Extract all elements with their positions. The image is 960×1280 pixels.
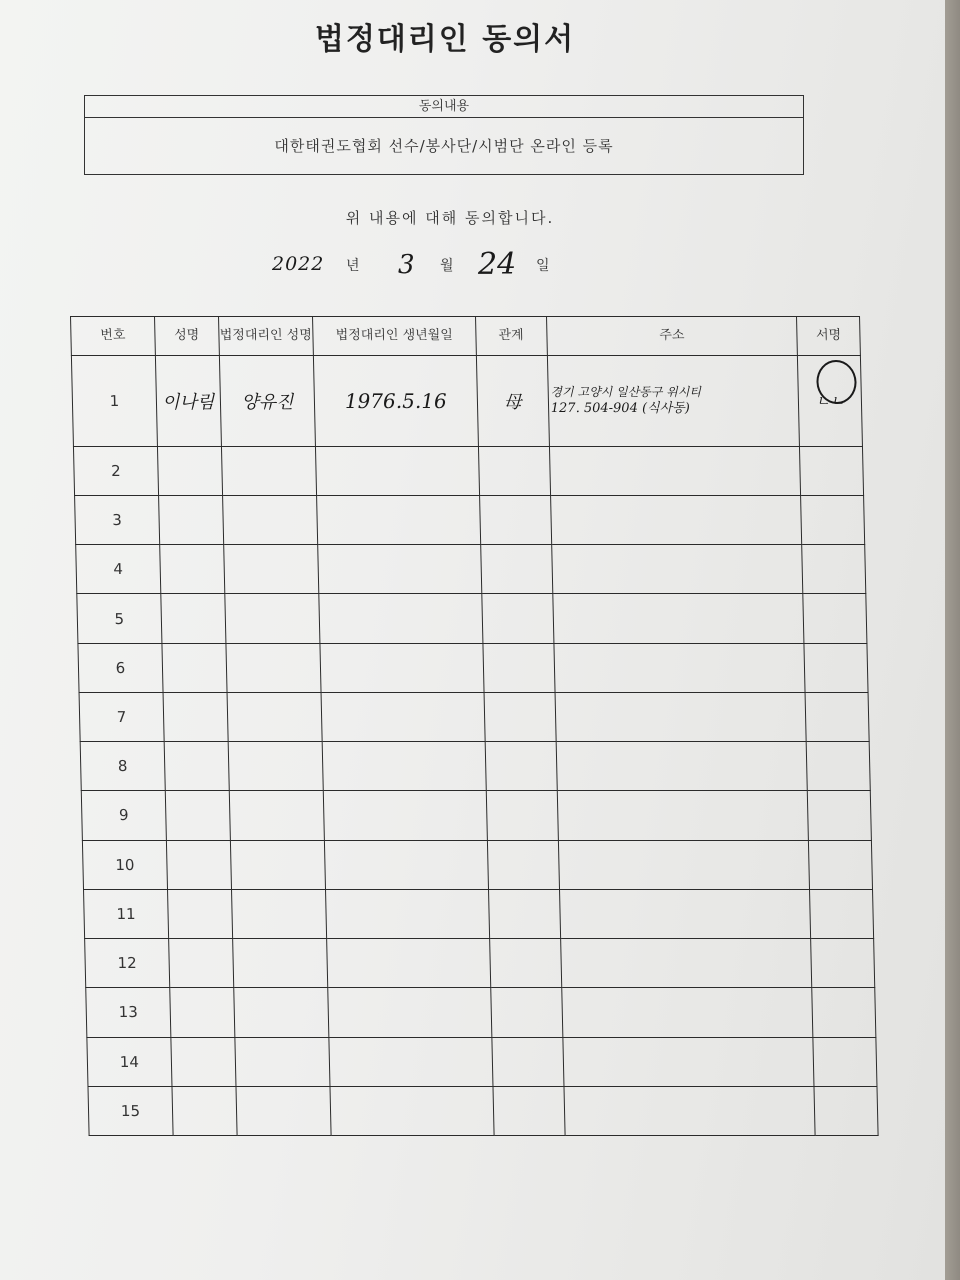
row-number-cell: 12 xyxy=(85,939,170,988)
guardian-name-cell xyxy=(223,545,319,594)
guardian-birth-cell xyxy=(327,939,491,988)
signature-cell xyxy=(808,791,872,840)
guardian-name-cell xyxy=(236,1086,332,1135)
table-row xyxy=(73,446,863,495)
table-body xyxy=(71,356,878,1136)
guardian-name-cell xyxy=(230,840,326,889)
signature-cell xyxy=(800,446,864,495)
signature-circle xyxy=(816,360,857,404)
date-year-handwritten: 2022 xyxy=(272,253,325,275)
address-cell xyxy=(563,1037,815,1086)
guardian-birth-handwritten: 1976.5.16 xyxy=(344,388,447,413)
guardian-name-cell xyxy=(231,889,327,938)
guardian-birth-cell xyxy=(329,1037,493,1086)
table-row xyxy=(86,988,876,1037)
relation-cell xyxy=(478,446,550,495)
row-number-cell: 10 xyxy=(82,840,167,889)
relation-cell xyxy=(484,692,556,741)
guardian-name-cell xyxy=(234,1037,330,1086)
row-number-cell: 4 xyxy=(76,545,161,594)
guardian-birth-cell xyxy=(316,446,480,495)
agreement-statement: 위 내용에 대해 동의합니다. xyxy=(345,209,555,227)
guardian-birth-cell xyxy=(322,742,486,791)
table-row xyxy=(77,594,867,643)
date-month-label: 월 xyxy=(440,258,454,274)
address-cell xyxy=(559,889,811,938)
address-cell xyxy=(558,840,810,889)
address-cell xyxy=(554,643,806,692)
student-name-cell xyxy=(171,1037,236,1086)
row-number-cell: 1 xyxy=(71,356,157,447)
student-name-cell xyxy=(160,545,225,594)
student-name-cell xyxy=(166,840,231,889)
student-name-cell xyxy=(165,791,230,840)
consent-content: 대한태권도협회 선수/봉사단/시범단 온라인 등록 xyxy=(274,137,614,155)
student-name-cell xyxy=(163,692,228,741)
signature-cell xyxy=(810,889,874,938)
guardian-birth-cell xyxy=(321,692,485,741)
guardian-name-cell xyxy=(224,594,320,643)
student-name-cell xyxy=(170,988,235,1037)
relation-cell xyxy=(480,545,552,594)
table-row xyxy=(76,545,866,594)
signature-cell xyxy=(812,988,876,1037)
signature-cell xyxy=(805,692,869,741)
guardian-table-wrap xyxy=(70,316,879,1136)
table-row xyxy=(88,1086,878,1135)
address-cell xyxy=(550,495,802,544)
address-cell xyxy=(547,356,800,447)
relation-cell xyxy=(482,643,554,692)
signature-cell xyxy=(809,840,873,889)
guardian-birth-cell xyxy=(326,889,490,938)
guardian-name-cell xyxy=(219,356,316,447)
student-name-cell xyxy=(155,356,221,447)
table-row xyxy=(81,791,871,840)
student-name-cell xyxy=(161,594,226,643)
guardian-birth-cell xyxy=(317,495,481,544)
table-row xyxy=(71,356,862,447)
guardian-birth-cell xyxy=(324,840,488,889)
relation-cell xyxy=(487,840,559,889)
header-address: 주소 xyxy=(546,317,797,356)
address-cell xyxy=(564,1086,816,1135)
guardian-birth-cell xyxy=(318,545,482,594)
address-cell xyxy=(551,545,803,594)
guardian-name-cell xyxy=(229,791,325,840)
row-number-cell: 3 xyxy=(75,495,160,544)
guardian-name-cell xyxy=(226,643,322,692)
table-row xyxy=(84,889,874,938)
header-num: 번호 xyxy=(71,317,156,356)
signature-cell xyxy=(814,1086,878,1135)
relation-cell xyxy=(488,889,560,938)
guardian-name-cell xyxy=(232,939,328,988)
guardian-name-cell xyxy=(227,692,323,741)
row-number-cell: 6 xyxy=(78,643,163,692)
row-number-cell: 5 xyxy=(77,594,162,643)
row-number-cell: 11 xyxy=(84,889,169,938)
address-cell xyxy=(555,692,807,741)
student-name-cell xyxy=(169,939,234,988)
guardian-table xyxy=(70,316,879,1136)
address-cell xyxy=(560,939,812,988)
date-month-handwritten: 3 xyxy=(398,250,415,280)
student-name-cell xyxy=(158,495,223,544)
relation-cell xyxy=(493,1086,565,1135)
guardian-name-cell xyxy=(228,742,324,791)
signature-cell xyxy=(801,495,865,544)
relation-cell xyxy=(489,939,561,988)
row-number-cell: 15 xyxy=(88,1086,173,1135)
guardian-birth-cell xyxy=(323,791,487,840)
row-number-cell: 7 xyxy=(79,692,164,741)
table-row xyxy=(78,643,868,692)
signature-cell xyxy=(803,594,867,643)
guardian-birth-cell xyxy=(330,1086,494,1135)
signature-cell xyxy=(798,356,863,447)
row-number-cell: 14 xyxy=(87,1037,172,1086)
table-header-row xyxy=(71,317,861,356)
signature-cell xyxy=(811,939,875,988)
signature-handwritten: ㄴㄴ xyxy=(815,392,845,411)
date-day-label: 일 xyxy=(536,258,550,274)
relation-cell xyxy=(479,495,551,544)
table-row xyxy=(80,742,870,791)
student-name-handwritten: 이나림 xyxy=(161,391,215,413)
relation-cell xyxy=(485,742,557,791)
table-row xyxy=(87,1037,877,1086)
header-guardian-birth: 법정대리인 생년월일 xyxy=(313,317,476,356)
student-name-cell xyxy=(162,643,227,692)
relation-cell xyxy=(491,1037,563,1086)
row-number-cell: 8 xyxy=(80,742,165,791)
paper-edge-background xyxy=(945,0,960,1280)
student-name-cell xyxy=(167,889,232,938)
header-guardian-name: 법정대리인 성명 xyxy=(218,317,313,356)
date-day-handwritten: 24 xyxy=(478,247,517,282)
consent-content-box xyxy=(84,95,804,175)
signature-cell xyxy=(813,1037,877,1086)
student-name-cell xyxy=(172,1086,237,1135)
relation-cell xyxy=(476,356,549,447)
row-number-cell: 9 xyxy=(81,791,166,840)
address-cell xyxy=(561,988,813,1037)
address-line1-handwritten: 경기 고양시 일산동구 위시티 xyxy=(550,384,702,399)
address-cell xyxy=(556,742,808,791)
guardian-name-cell xyxy=(222,495,318,544)
relation-cell xyxy=(481,594,553,643)
relation-handwritten: 母 xyxy=(503,391,522,413)
row-number-cell: 2 xyxy=(73,446,158,495)
date-year-label: 년 xyxy=(346,258,360,274)
address-line2-handwritten: 127. 504-904 (식사동) xyxy=(550,400,691,416)
table-row xyxy=(82,840,872,889)
header-name: 성명 xyxy=(154,317,219,356)
guardian-name-cell xyxy=(221,446,317,495)
student-name-cell xyxy=(164,742,229,791)
address-cell xyxy=(549,446,801,495)
signature-cell xyxy=(804,643,868,692)
relation-cell xyxy=(486,791,558,840)
address-cell xyxy=(553,594,805,643)
guardian-name-handwritten: 양유진 xyxy=(240,391,294,413)
student-name-cell xyxy=(157,446,222,495)
guardian-name-cell xyxy=(233,988,329,1037)
table-row xyxy=(85,939,875,988)
relation-cell xyxy=(490,988,562,1037)
guardian-birth-cell xyxy=(328,988,492,1037)
header-signature: 서명 xyxy=(797,317,861,356)
guardian-birth-cell xyxy=(319,594,483,643)
form-title: 법정대리인 동의서 xyxy=(314,22,576,57)
consent-header: 동의내용 xyxy=(85,96,803,118)
guardian-birth-cell xyxy=(313,356,478,447)
signature-cell xyxy=(802,545,866,594)
guardian-birth-cell xyxy=(320,643,484,692)
table-row xyxy=(79,692,869,741)
row-number-cell: 13 xyxy=(86,988,171,1037)
address-cell xyxy=(557,791,809,840)
signature-cell xyxy=(806,742,870,791)
table-row xyxy=(75,495,865,544)
header-relation: 관계 xyxy=(475,317,547,356)
